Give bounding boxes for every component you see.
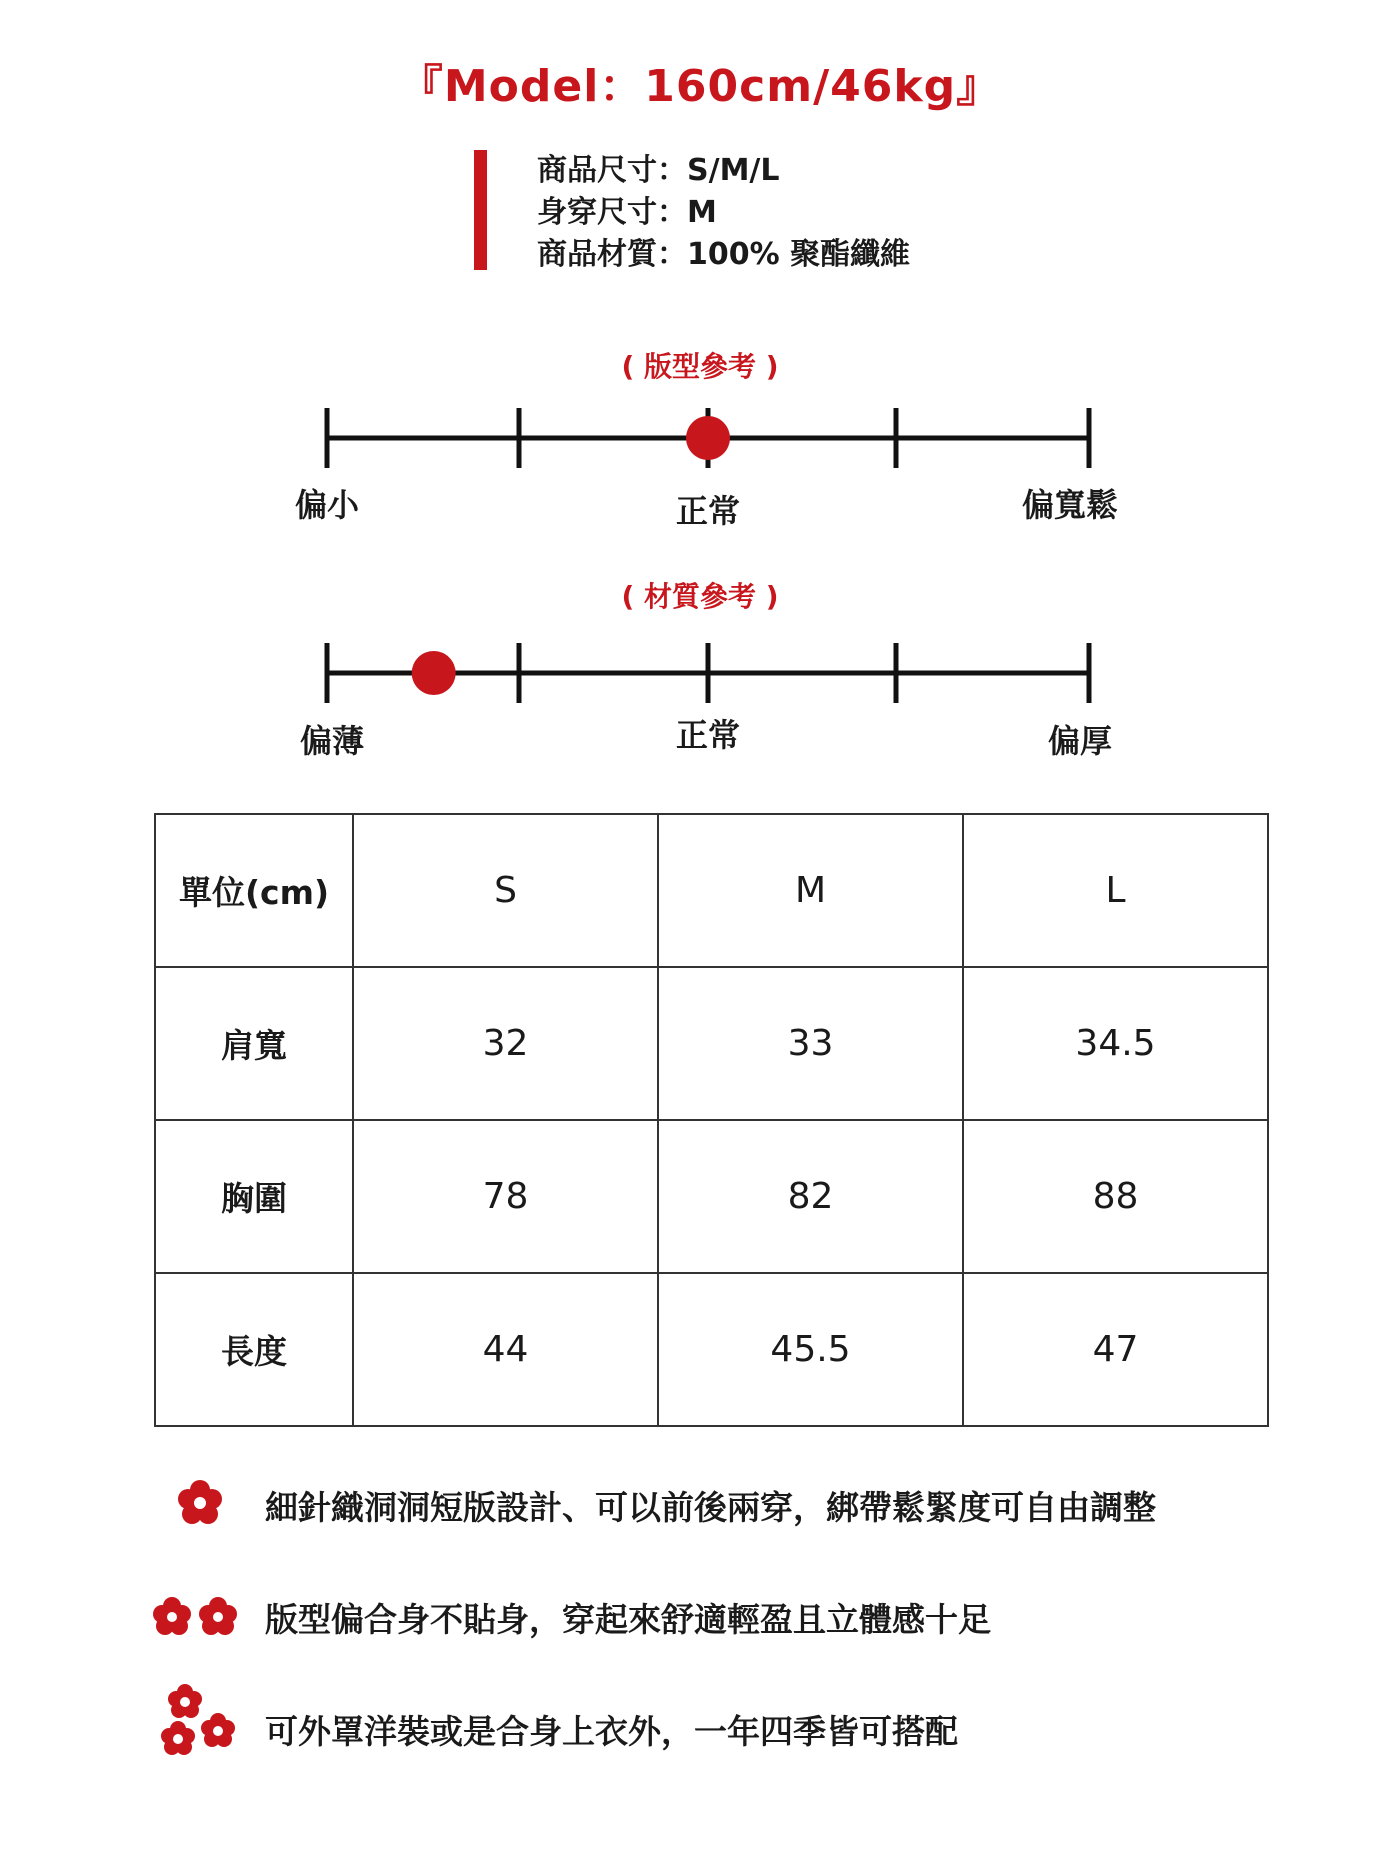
fit-label-normal: 正常 [675, 492, 740, 530]
material-label-normal: 正常 [675, 716, 740, 754]
table-cell: 78 [353, 1120, 658, 1273]
flower-icon-cluster [155, 1676, 245, 1766]
fit-label-loose: 偏寬鬆 [1021, 486, 1118, 524]
table-cell: 32 [353, 967, 658, 1120]
table-row [155, 1120, 1268, 1273]
feature-2: 版型偏合身不貼身，穿起來舒適輕盈且立體感十足 [265, 1600, 991, 1639]
flower-icon [170, 1473, 230, 1533]
table-cell: 33 [658, 967, 963, 1120]
material-label-thin: 偏薄 [299, 722, 364, 760]
feature-3: 可外罩洋裝或是合身上衣外，一年四季皆可搭配 [265, 1712, 958, 1751]
material-scale [0, 635, 1400, 705]
material-label-thick: 偏厚 [1047, 722, 1112, 760]
header-size-m: M [658, 814, 963, 967]
table-row [155, 1273, 1268, 1426]
size-table [154, 813, 1269, 1427]
material-text: 商品材質：100% 聚酯纖維 [537, 237, 911, 272]
fit-marker [686, 416, 730, 460]
fit-scale-title: ( 版型參考 ) [621, 350, 779, 383]
row-label-length: 長度 [155, 1273, 353, 1426]
header-size-l: L [963, 814, 1268, 967]
flower-icon-pair [148, 1590, 243, 1645]
table-cell: 47 [963, 1273, 1268, 1426]
table-cell: 45.5 [658, 1273, 963, 1426]
fit-label-small: 偏小 [294, 486, 359, 524]
table-header-row [155, 814, 1268, 967]
feature-1: 細針織洞洞短版設計、可以前後兩穿，綁帶鬆緊度可自由調整 [265, 1488, 1156, 1527]
table-cell: 44 [353, 1273, 658, 1426]
row-label-shoulder: 肩寬 [155, 967, 353, 1120]
table-cell: 82 [658, 1120, 963, 1273]
row-label-chest: 胸圍 [155, 1120, 353, 1273]
worn-size-text: 身穿尺寸：M [537, 195, 717, 230]
table-cell: 88 [963, 1120, 1268, 1273]
model-title: 『Model：160cm/46kg』 [398, 61, 1002, 112]
fit-scale [0, 400, 1400, 470]
material-marker [412, 651, 456, 695]
table-row [155, 967, 1268, 1120]
header-unit: 單位(cm) [155, 814, 353, 967]
material-scale-title: ( 材質參考 ) [621, 580, 779, 613]
table-cell: 34.5 [963, 967, 1268, 1120]
info-accent-bar [474, 150, 487, 270]
product-size-text: 商品尺寸：S/M/L [537, 153, 780, 188]
header-size-s: S [353, 814, 658, 967]
